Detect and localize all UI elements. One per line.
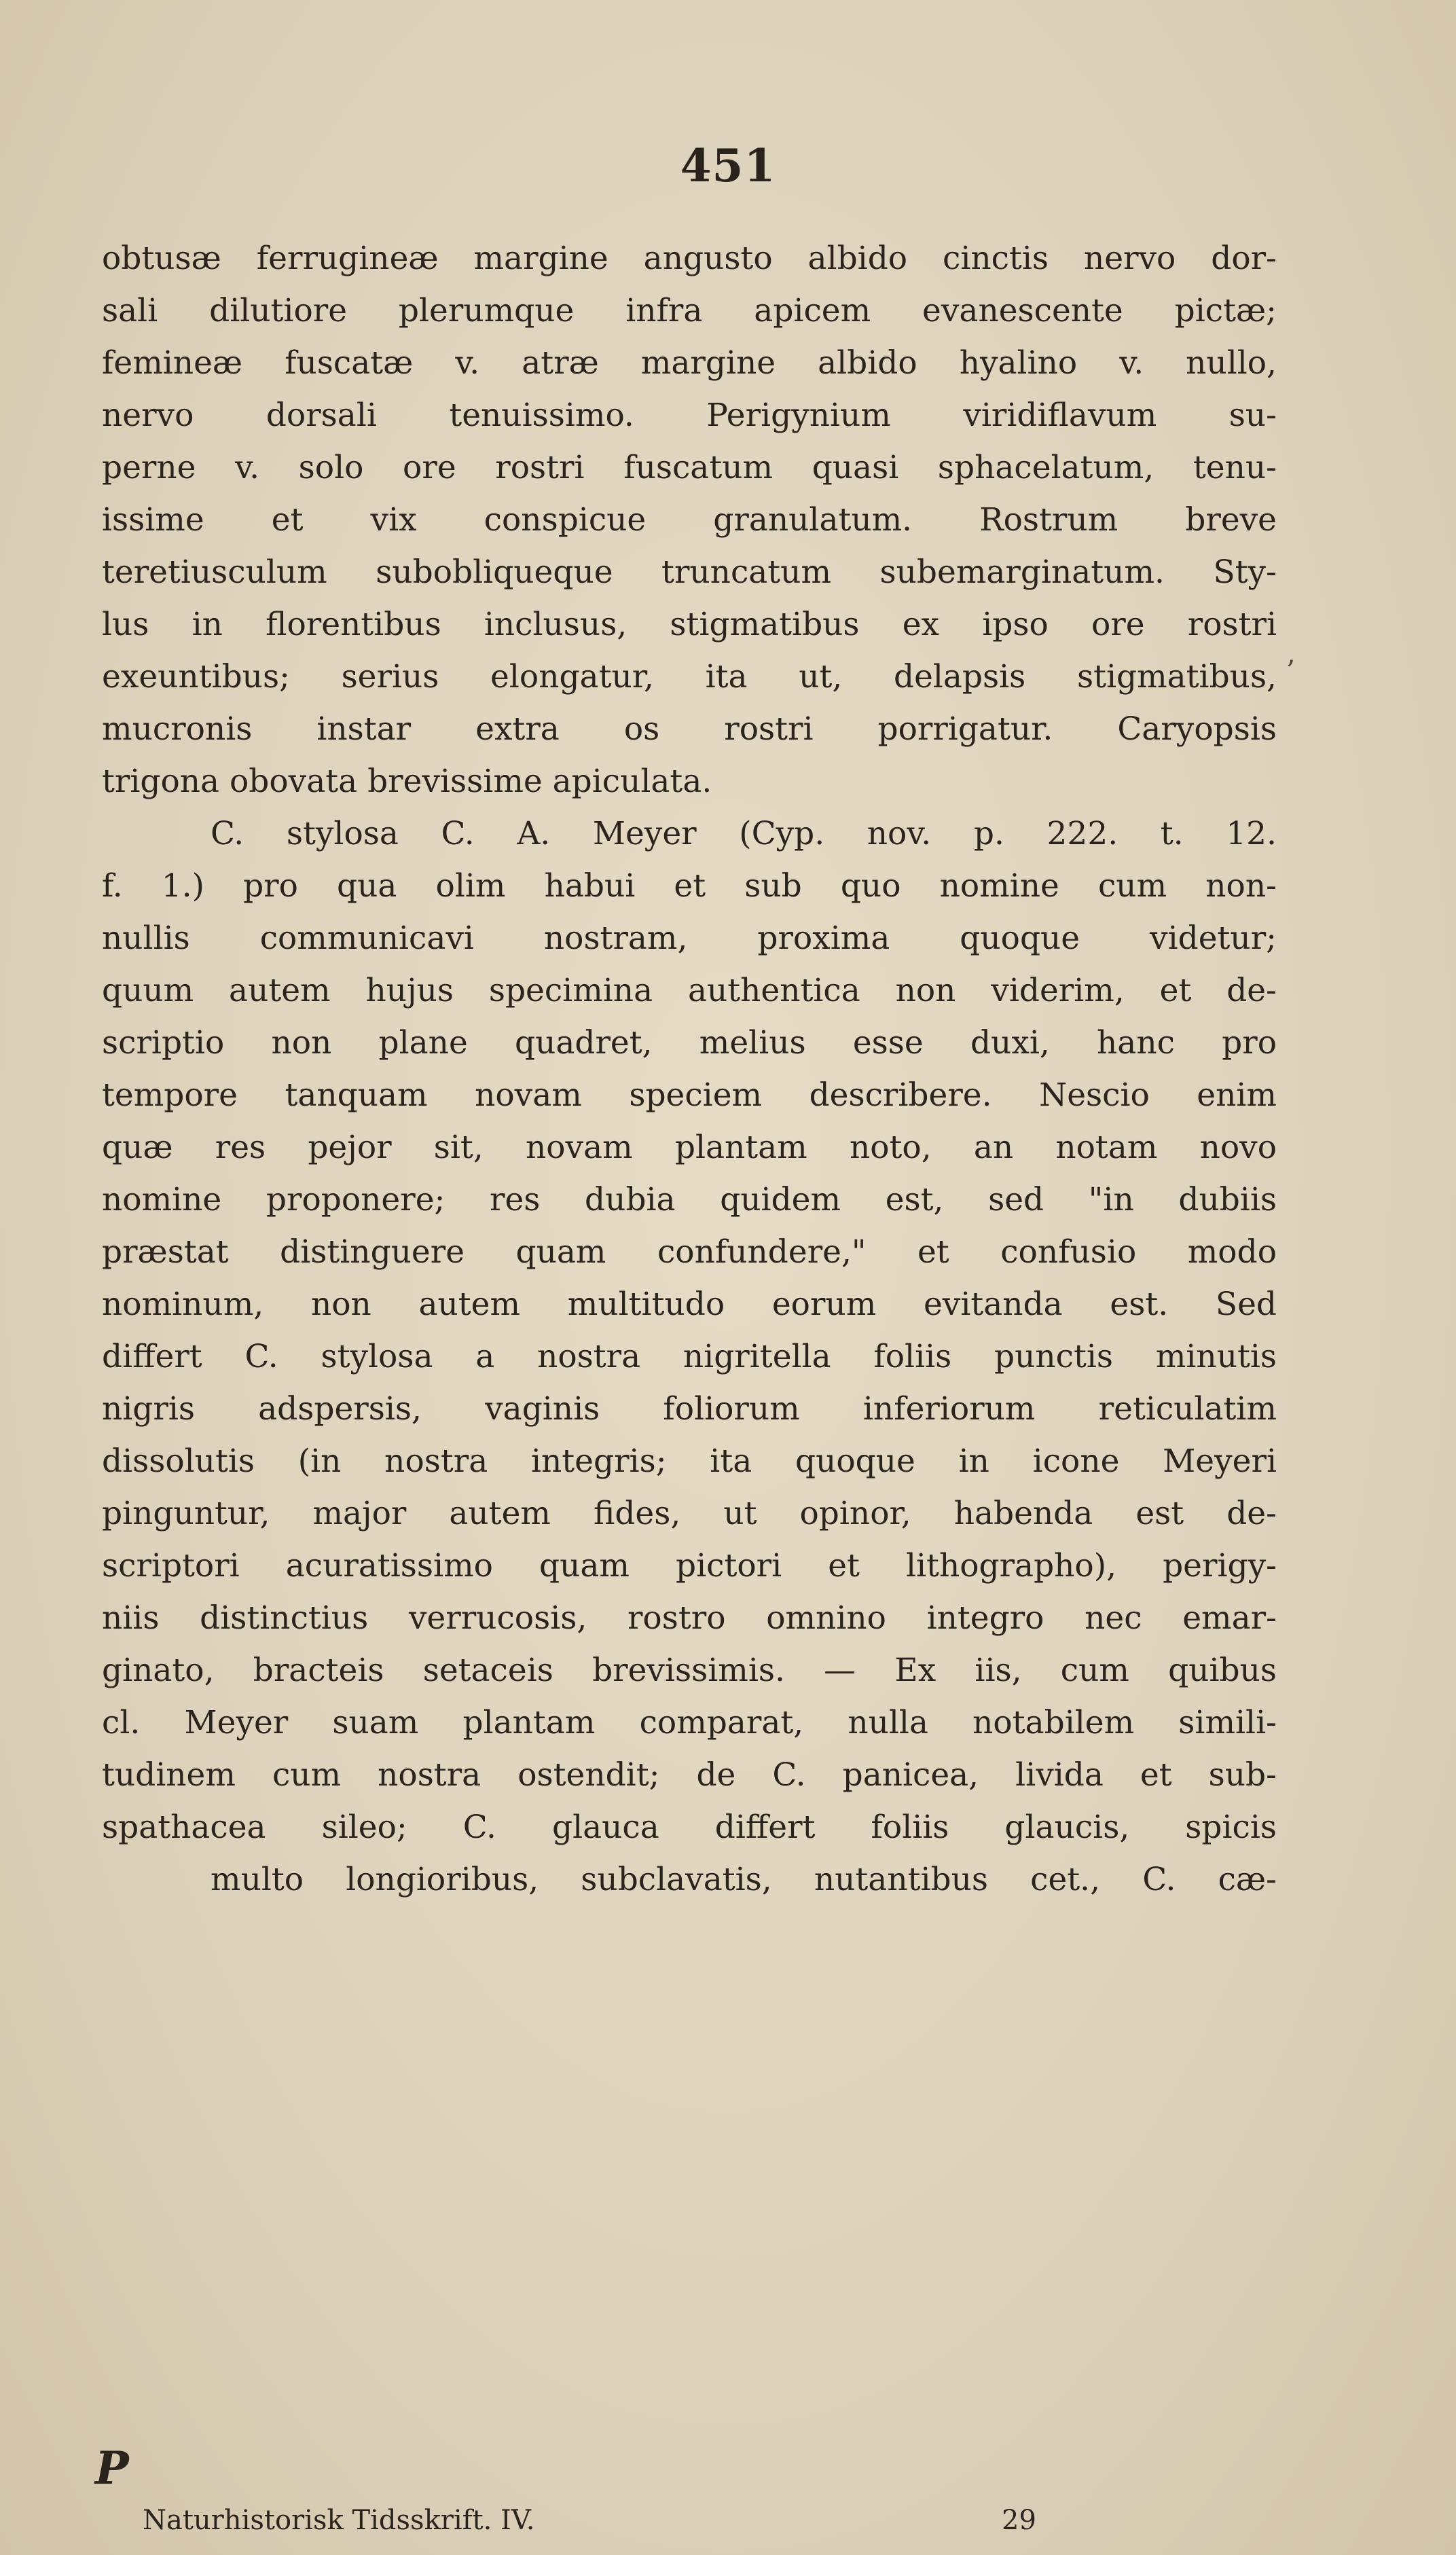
- text-line: scriptori acuratissimo quam pictori et lithographo), perigy-: [102, 1547, 1277, 1584]
- text-line: issime et vix conspicue granulatum. Rostrum breve: [102, 501, 1277, 539]
- text-line: dissolutis (in nostra integris; ita quoque in icone Meyeri: [102, 1443, 1277, 1480]
- text-line: trigona obovata brevissime apiculata.: [102, 763, 712, 800]
- text-line: quum autem hujus specimina authentica non viderim, et de-: [102, 972, 1277, 1009]
- text-line: lus in florentibus inclusus, stigmatibus ex ipso ore rostri: [102, 606, 1277, 643]
- text-line: spathacea sileo; C. glauca differt foliis glaucis, spicis: [102, 1809, 1277, 1846]
- text-line: nomine proponere; res dubia quidem est, sed "in dubiis: [102, 1181, 1277, 1218]
- footer-signature: Naturhistorisk Tidsskrift. IV.: [143, 2505, 535, 2536]
- text-line: teretiusculum subobliqueque truncatum subemarginatum. Sty-: [102, 554, 1277, 591]
- text-line: multo longioribus, subclavatis, nutantibus cet., C. cæ-: [211, 1861, 1277, 1898]
- text-line: nullis communicavi nostram, proxima quoque videtur;: [102, 920, 1277, 957]
- text-line: tempore tanquam novam speciem describere. Nescio enim: [102, 1076, 1277, 1114]
- page-number: 451: [680, 139, 776, 192]
- text-line: nigris adspersis, vaginis foliorum inferiorum reticulatim: [102, 1390, 1277, 1428]
- body-text: [102, 232, 1277, 1906]
- text-line: mucronis instar extra os rostri porrigatur. Caryopsis: [102, 710, 1277, 748]
- text-line: nervo dorsali tenuissimo. Perigynium viridiflavum su-: [102, 397, 1277, 434]
- text-line: differt C. stylosa a nostra nigritella foliis punctis minutis: [102, 1338, 1277, 1375]
- text-line: f. 1.) pro qua olim habui et sub quo nomine cum non-: [102, 867, 1277, 905]
- text-line: ginato, bracteis setaceis brevissimis. — Ex iis, cum quibus: [102, 1652, 1277, 1689]
- text-line: obtusæ ferrugineæ margine angusto albido cinctis nervo dor-: [102, 240, 1277, 277]
- text-line: præstat distinguere quam confundere," et confusio modo: [102, 1233, 1277, 1271]
- margin-mark-left: P: [95, 2442, 129, 2495]
- text-line: nominum, non autem multitudo eorum evitanda est. Sed: [102, 1286, 1277, 1323]
- text-line: C. stylosa C. A. Meyer (Cyp. nov. p. 222. t. 12.: [211, 815, 1277, 852]
- text-line: femineæ fuscatæ v. atræ margine albido hyalino v. nullo,: [102, 344, 1277, 382]
- text-line: sali dilutiore plerumque infra apicem evanescente pictæ;: [102, 292, 1277, 329]
- text-line: pinguntur, major autem fides, ut opinor, habenda est de-: [102, 1495, 1277, 1532]
- footer-sheet-number: 29: [1002, 2505, 1036, 2536]
- margin-mark-right: ,: [1287, 638, 1296, 670]
- text-line: quæ res pejor sit, novam plantam noto, an notam novo: [102, 1129, 1277, 1166]
- text-line: niis distinctius verrucosis, rostro omnino integro nec emar-: [102, 1599, 1277, 1637]
- text-line: tudinem cum nostra ostendit; de C. panicea, livida et sub-: [102, 1756, 1277, 1794]
- text-line: perne v. solo ore rostri fuscatum quasi sphacelatum, tenu-: [102, 449, 1277, 486]
- text-line: scriptio non plane quadret, melius esse duxi, hanc pro: [102, 1024, 1277, 1062]
- text-line: exeuntibus; serius elongatur, ita ut, delapsis stigmatibus,: [102, 658, 1277, 695]
- text-line: cl. Meyer suam plantam comparat, nulla notabilem simili-: [102, 1704, 1277, 1741]
